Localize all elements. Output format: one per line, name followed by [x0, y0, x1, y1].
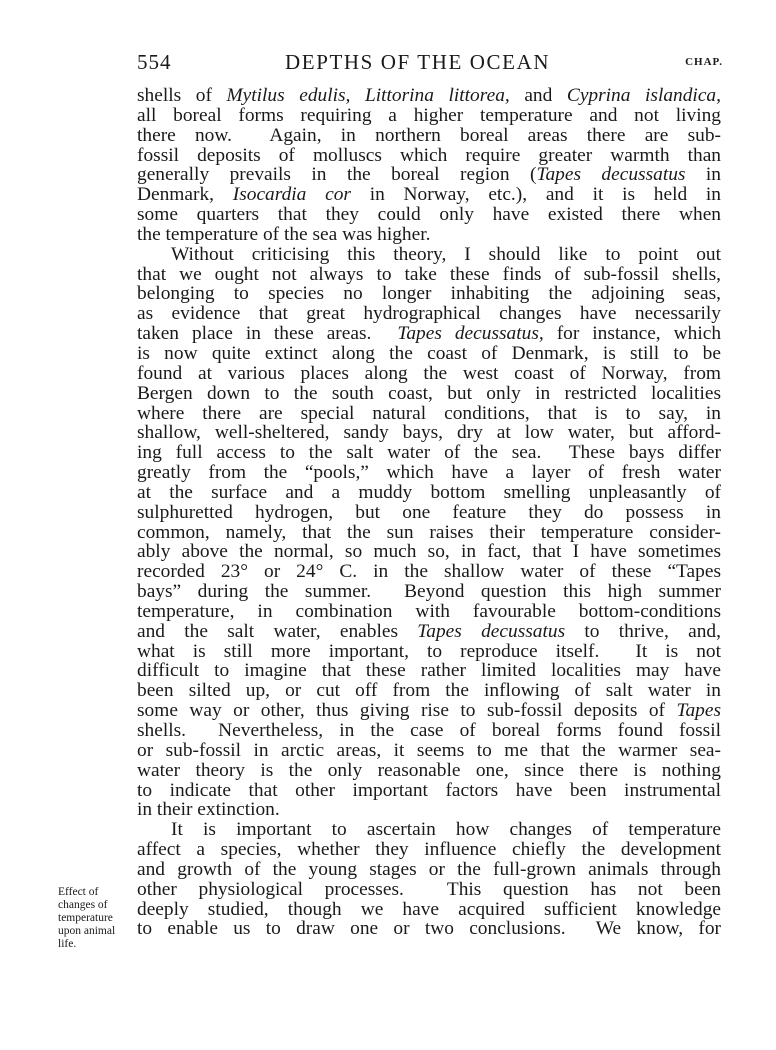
text-segment: some quarters that they could only have existed there when	[137, 204, 721, 226]
text-segment: other physiological processes. This question has not been	[137, 878, 721, 900]
text-segment: generally prevails in the boreal region (	[137, 164, 537, 186]
text-segment: affect a species, whether they influence chiefly the development	[137, 839, 721, 861]
italic-text: Tapes decussatus,	[397, 323, 544, 345]
text-line	[137, 384, 721, 404]
text-line	[137, 165, 721, 185]
text-line	[137, 781, 721, 801]
margin-note-line: changes of	[58, 899, 108, 911]
italic-text: Isocardia cor	[232, 184, 351, 206]
paragraph-1	[137, 86, 721, 245]
text-line	[137, 622, 721, 642]
text-line	[137, 225, 721, 245]
text-segment: It is important to ascertain how changes of temperature	[171, 819, 721, 841]
italic-text: Mytilus edulis, Littorina littorea,	[226, 85, 510, 106]
text-line	[137, 840, 721, 860]
text-line	[137, 582, 721, 602]
text-segment: the temperature of the sea was higher.	[137, 223, 431, 245]
text-line	[137, 443, 721, 463]
text-line	[137, 721, 721, 741]
text-segment: been silted up, or cut off from the inflowing of salt water in	[137, 680, 721, 702]
text-segment: Without criticising this theory, I should like to point out	[171, 243, 721, 265]
text-segment: ably above the normal, so much so, in fact, that I have sometimes	[137, 541, 721, 563]
text-line	[137, 483, 721, 503]
text-segment: to thrive, and,	[565, 620, 721, 642]
text-segment: in Norway, etc.), and it is held in	[350, 184, 721, 206]
text-segment: and	[509, 85, 567, 106]
text-segment: sulphuretted hydrogen, but one feature they do possess in	[137, 501, 721, 523]
text-line	[137, 880, 721, 900]
text-segment: deeply studied, though we have acquired sufficient knowledge	[137, 898, 721, 920]
margin-note-line: life.	[58, 938, 77, 950]
text-segment: taken place in these areas.	[137, 323, 398, 345]
text-line	[137, 562, 721, 582]
text-line	[137, 701, 721, 721]
text-segment: what is still more important, to reproduce itself. It is not	[137, 640, 721, 662]
text-segment: difficult to imagine that these rather limited localities may have	[137, 660, 721, 682]
text-line	[137, 900, 721, 920]
margin-note-line: upon animal	[58, 925, 116, 937]
text-segment: and the salt water, enables	[137, 620, 418, 642]
text-line	[137, 284, 721, 304]
text-segment: at the surface and a muddy bottom smelling unpleasantly of	[137, 481, 721, 503]
page-number: 554	[137, 50, 172, 74]
text-segment: there now. Again, in northern boreal areas there are sub-	[137, 124, 721, 146]
running-title: DEPTHS OF THE OCEAN	[285, 50, 551, 74]
text-line	[137, 304, 721, 324]
text-line	[137, 860, 721, 880]
text-line	[137, 265, 721, 285]
italic-text: Tapes decussatus	[536, 164, 686, 186]
page-header	[137, 50, 725, 80]
text-segment: shells. Nevertheless, in the case of boreal forms found fossil	[137, 720, 721, 741]
text-segment: and growth of the young stages or the full-grown animals through	[137, 858, 721, 880]
text-segment: fossil deposits of molluscs which require greater warmth than	[137, 144, 721, 166]
text-segment: Bergen down to the south coast, but only in restricted localities	[137, 382, 721, 404]
text-line	[137, 126, 721, 146]
text-line	[137, 324, 721, 344]
text-segment: where there are special natural conditions, that is to say, in	[137, 402, 721, 424]
text-line	[137, 423, 721, 443]
text-line	[137, 681, 721, 701]
text-segment: water theory is the only reasonable one, since there is nothing	[137, 759, 721, 781]
margin-note-line: Effect of	[58, 886, 99, 898]
chapter-label: CHAP.	[685, 56, 723, 68]
text-line	[137, 344, 721, 364]
italic-text: Tapes	[676, 700, 721, 722]
text-line	[137, 642, 721, 662]
text-line	[137, 741, 721, 761]
body-text	[137, 86, 721, 939]
text-line	[137, 919, 721, 939]
text-segment: common, namely, that the sun raises their temperature consider-	[137, 521, 721, 543]
text-segment: greatly from the “pools,” which have a layer of fresh water	[137, 462, 721, 484]
text-segment: temperature, in combination with favourable bottom-conditions	[137, 600, 721, 622]
text-segment: all boreal forms requiring a higher temperature and not living	[137, 104, 721, 126]
text-segment: in their extinction.	[137, 799, 280, 821]
text-line	[137, 761, 721, 781]
text-line	[137, 542, 721, 562]
text-segment: Denmark,	[137, 184, 233, 206]
paragraph-3	[137, 820, 721, 939]
text-line	[137, 661, 721, 681]
text-segment: some way or other, thus giving rise to sub-fossil deposits of	[137, 700, 677, 722]
text-segment: shallow, well-sheltered, sandy bays, dry at low water, but afford-	[137, 422, 721, 444]
text-segment: as evidence that great hydrographical changes have necessarily	[137, 303, 721, 325]
text-line	[137, 523, 721, 543]
text-segment: in	[685, 164, 721, 186]
text-line	[137, 245, 721, 265]
text-line	[137, 106, 721, 126]
text-segment: to enable us to draw one or two conclusions. We know, for	[137, 918, 721, 940]
text-line	[137, 205, 721, 225]
text-line	[137, 800, 721, 820]
text-segment: to indicate that other important factors have been instrumental	[137, 779, 721, 801]
paragraph-2	[137, 245, 721, 820]
text-line	[137, 404, 721, 424]
text-segment: bays” during the summer. Beyond question this high summer	[137, 581, 721, 603]
text-segment: that we ought not always to take these finds of sub-fossil shells,	[137, 263, 721, 285]
text-line	[137, 185, 721, 205]
text-segment: found at various places along the west coast of Norway, from	[137, 362, 721, 384]
margin-note	[58, 886, 136, 951]
text-line	[137, 503, 721, 523]
text-segment: for instance, which	[543, 323, 722, 345]
text-line	[137, 364, 721, 384]
text-line	[137, 86, 721, 106]
text-line	[137, 820, 721, 840]
italic-text: Cyprina islandica,	[566, 85, 721, 106]
text-segment: or sub-fossil in arctic areas, it seems to me that the warmer sea-	[137, 739, 721, 761]
text-segment: recorded 23° or 24° C. in the shallow water of these “Tapes	[137, 561, 721, 583]
italic-text: Tapes decussatus	[417, 620, 566, 642]
text-line	[137, 463, 721, 483]
text-segment: is now quite extinct along the coast of Denmark, is still to be	[137, 342, 721, 364]
text-segment: ing full access to the salt water of the sea. These bays differ	[137, 442, 721, 464]
margin-note-line: temperature	[58, 912, 113, 924]
text-segment: belonging to species no longer inhabiting the adjoining seas,	[137, 283, 721, 305]
text-segment: shells of	[137, 85, 227, 106]
text-line	[137, 146, 721, 166]
text-line	[137, 602, 721, 622]
